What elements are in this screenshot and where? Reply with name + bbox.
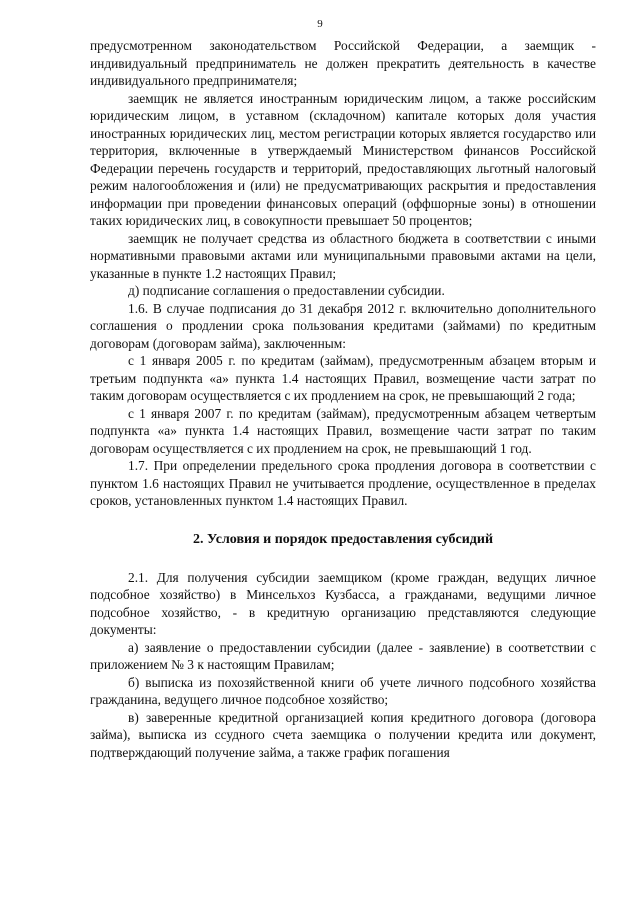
paragraph-item-d: д) подписание соглашения о предоставлении субсидии. (128, 283, 445, 298)
section-heading: 2. Условия и порядок предоставления субсидий (192, 531, 494, 547)
page-number: 9 (317, 18, 323, 30)
paragraph-2007: с 1 января 2007 г. по кредитам (займам), предусмотренным абзацем четвертым подпункта «а» пункта 1.4 настоящих Правил, возмещение части затрат по таким договорам осуществляется с их продлением на срок, не превышающий 1 год. (90, 405, 596, 456)
paragraph-item-b: б) выписка из похозяйственной книги об учете личного подсобного хозяйства гражданина, ведущего личное подсобное хозяйство; (90, 674, 596, 707)
paragraph-1-7: 1.7. При определении предельного срока продления договора в соответствии с пунктом 1.6 настоящих Правил не учитывается продление, осуществленное в пределах сроков, установленных пунктом 1.4 настоящих Правил. (90, 458, 596, 508)
paragraph-item-a: а) заявление о предоставлении субсидии (далее - заявление) в соответствии с приложением № 3 к настоящим Правилам; (90, 639, 596, 672)
paragraph-1-6: 1.6. В случае подписания до 31 декабря 2012 г. включительно дополнительного соглашения о продлении срока пользования кредитами (займами) по кредитным договорам (договорам займа), заключенным: (90, 300, 596, 351)
paragraph-item-v: в) заверенные кредитной организацией копия кредитного договора (договора займа), выписка из ссудного счета заемщика о получении кредита или документ, подтверждающий получение займа, а также график погашения (90, 709, 596, 760)
paragraph-continuation: предусмотренном законодательством Российской Федерации, а заемщик - индивидуальный предприниматель не должен прекратить деятельность в качестве индивидуального предпринимателя; (90, 38, 596, 88)
document-body (90, 37, 596, 761)
paragraph-regional-budget: заемщик не получает средства из областного бюджета в соответствии с иными нормативными правовыми актами или муниципальными правовыми актами на цели, указанные в пункте 1.2 настоящих Правил; (90, 230, 596, 281)
paragraph-foreign-entity: заемщик не является иностранным юридическим лицом, а также российским юридическим лицом, в уставном (складочном) капитале которых доля участия иностранных юридических лиц, местом регистрации которых является государство или территория, включенные в утверждаемый Министерством финансов Российской Федерации перечень государств и территорий, предоставляющих льготный налоговый режим налогообложения и (или) не предусматривающих раскрытия и предоставления информации при проведении финансовых операций (оффшорные зоны) в отношении таких юридических лиц, в совокупности превышает 50 процентов; (90, 90, 596, 228)
paragraph-2-1: 2.1. Для получения субсидии заемщиком (кроме граждан, ведущих личное подсобное хозяйство) в Минсельхоз Кузбасса, а гражданами, ведущими личное подсобное хозяйство, - в кредитную организацию представляются следующие документы: (90, 569, 596, 637)
paragraph-2005: с 1 января 2005 г. по кредитам (займам), предусмотренным абзацем вторым и третьим подпункта «а» пункта 1.4 настоящих Правил, возмещение части затрат по таким договорам осуществляется с их продлением на срок, не превышающий 2 года; (90, 353, 596, 403)
